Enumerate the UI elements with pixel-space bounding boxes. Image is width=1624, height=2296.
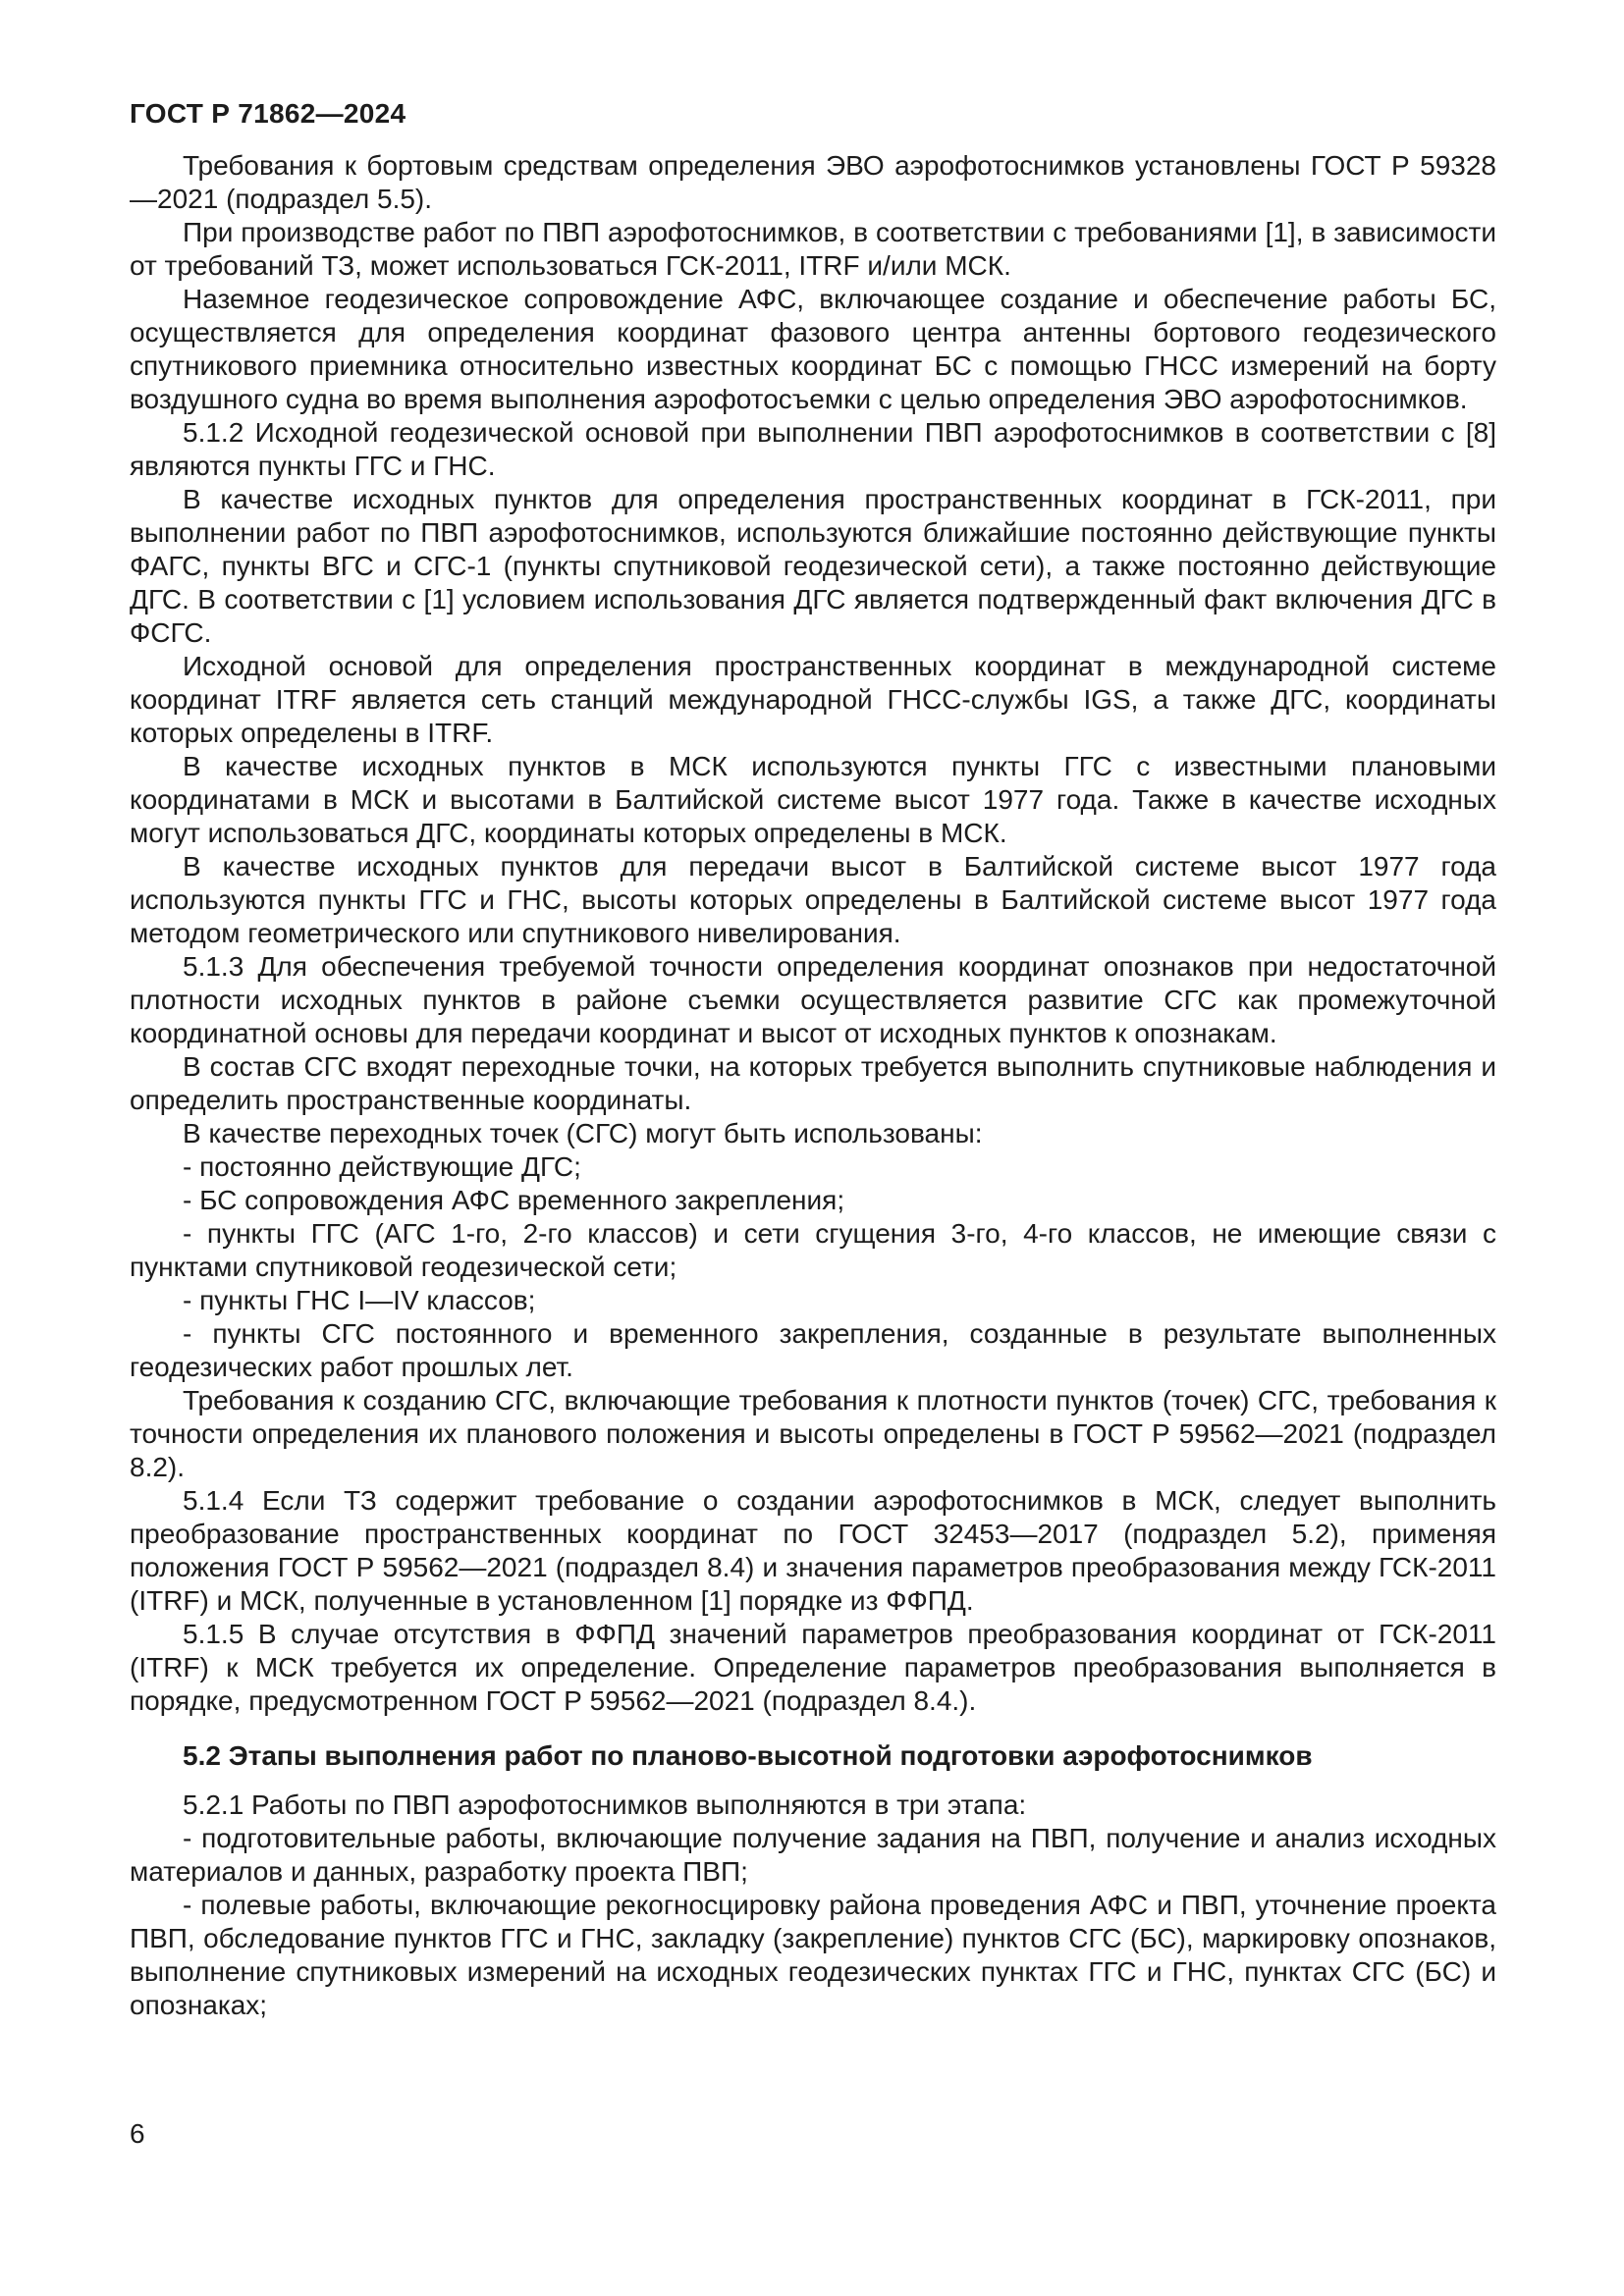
list-item: - постоянно действующие ДГС;: [183, 1151, 581, 1182]
paragraph: Исходной основой для определения пространственных координат в международной системе координат ITRF является сеть станций международной ГНСС-службы IGS, а также ДГС, координаты которых определены в ITRF.: [130, 651, 1496, 748]
paragraph: 5.1.3 Для обеспечения требуемой точности определения координат опознаков при недостаточной плотности исходных пунктов в районе съемки осуществляется развитие СГС как промежуточной координатной основы для передачи координат и высот от исходных пунктов к опознакам.: [130, 951, 1496, 1048]
list-item: - пункты ГГС (АГС 1-го, 2-го классов) и сети сгущения 3-го, 4-го классов, не имеющие связи с пунктами спутниковой геодезической сети;: [130, 1218, 1496, 1282]
paragraph: Требования к бортовым средствам определения ЭВО аэрофотоснимков установлены ГОСТ Р 59328—2021 (подраздел 5.5).: [130, 150, 1496, 214]
document-content: [130, 149, 1496, 2022]
paragraph: В качестве исходных пунктов в МСК используются пункты ГГС с известными плановыми координатами в МСК и высотами в Балтийской системе высот 1977 года. Также в качестве исходных могут использоваться ДГС, координаты которых определены в МСК.: [130, 751, 1496, 848]
paragraph: 5.2.1 Работы по ПВП аэрофотоснимков выполняются в три этапа:: [183, 1789, 1027, 1820]
list-item: - подготовительные работы, включающие получение задания на ПВП, получение и анализ исходных материалов и данных, разработку проекта ПВП;: [130, 1823, 1496, 1887]
section-heading: 5.2 Этапы выполнения работ по планово-высотной подготовки аэрофотоснимков: [183, 1740, 1313, 1771]
paragraph: Наземное геодезическое сопровождение АФС, включающее создание и обеспечение работы БС, осуществляется для определения координат фазового центра антенны бортового геодезического спутникового приемника относительно известных координат БС с помощью ГНСС измерений на борту воздушного судна во время выполнения аэрофотосъемки с целью определения ЭВО аэрофотоснимков.: [130, 284, 1496, 414]
paragraph: В качестве исходных пунктов для передачи высот в Балтийской системе высот 1977 года используются пункты ГГС и ГНС, высоты которых определены в Балтийской системе высот 1977 года методом геометрического или спутникового нивелирования.: [130, 851, 1496, 948]
paragraph: Требования к созданию СГС, включающие требования к плотности пунктов (точек) СГС, требования к точности определения их планового положения и высоты определены в ГОСТ Р 59562—2021 (подраздел 8.2).: [130, 1385, 1496, 1482]
list-item: - полевые работы, включающие рекогносцировку района проведения АФС и ПВП, уточнение проекта ПВП, обследование пунктов ГГС и ГНС, закладку (закрепление) пунктов СГС (БС), маркировку опознаков, выполнение спутниковых измерений на исходных геодезических пунктах ГГС и ГНС, пунктах СГС (БС) и опознаках;: [130, 1890, 1496, 2020]
doc-header: ГОСТ Р 71862—2024: [130, 98, 406, 129]
paragraph: 5.1.2 Исходной геодезической основой при выполнении ПВП аэрофотоснимков в соответствии с [8] являются пункты ГГС и ГНС.: [130, 417, 1496, 481]
paragraph: В качестве исходных пунктов для определения пространственных координат в ГСК-2011, при выполнении работ по ПВП аэрофотоснимков, используются ближайшие постоянно действующие пункты ФАГС, пункты ВГС и СГС-1 (пункты спутниковой геодезической сети), а также постоянно действующие ДГС. В соответствии с [1] условием использования ДГС является подтвержденный факт включения ДГС в ФСГС.: [130, 484, 1496, 648]
paragraph: В состав СГС входят переходные точки, на которых требуется выполнить спутниковые наблюдения и определить пространственные координаты.: [130, 1051, 1496, 1115]
paragraph: В качестве переходных точек (СГС) могут быть использованы:: [183, 1118, 983, 1148]
paragraph: 5.1.4 Если ТЗ содержит требование о создании аэрофотоснимков в МСК, следует выполнить преобразование пространственных координат по ГОСТ 32453—2017 (подраздел 5.2), применяя положения ГОСТ Р 59562—2021 (подраздел 8.4) и значения параметров преобразования между ГСК-2011 (ITRF) и МСК, полученные в установленном [1] порядке из ФФПД.: [130, 1485, 1496, 1616]
paragraph: 5.1.5 В случае отсутствия в ФФПД значений параметров преобразования координат от ГСК-2011 (ITRF) к МСК требуется их определение. Определение параметров преобразования выполняется в порядке, предусмотренном ГОСТ Р 59562—2021 (подраздел 8.4.).: [130, 1619, 1496, 1716]
list-item: - БС сопровождения АФС временного закрепления;: [183, 1185, 845, 1215]
paragraph: При производстве работ по ПВП аэрофотоснимков, в соответствии с требованиями [1], в зависимости от требований ТЗ, может использоваться ГСК-2011, ITRF и/или МСК.: [130, 217, 1496, 281]
page-number: 6: [130, 2118, 145, 2149]
list-item: - пункты СГС постоянного и временного закрепления, созданные в результате выполненных геодезических работ прошлых лет.: [130, 1318, 1496, 1382]
list-item: - пункты ГНС I—IV классов;: [183, 1285, 536, 1315]
